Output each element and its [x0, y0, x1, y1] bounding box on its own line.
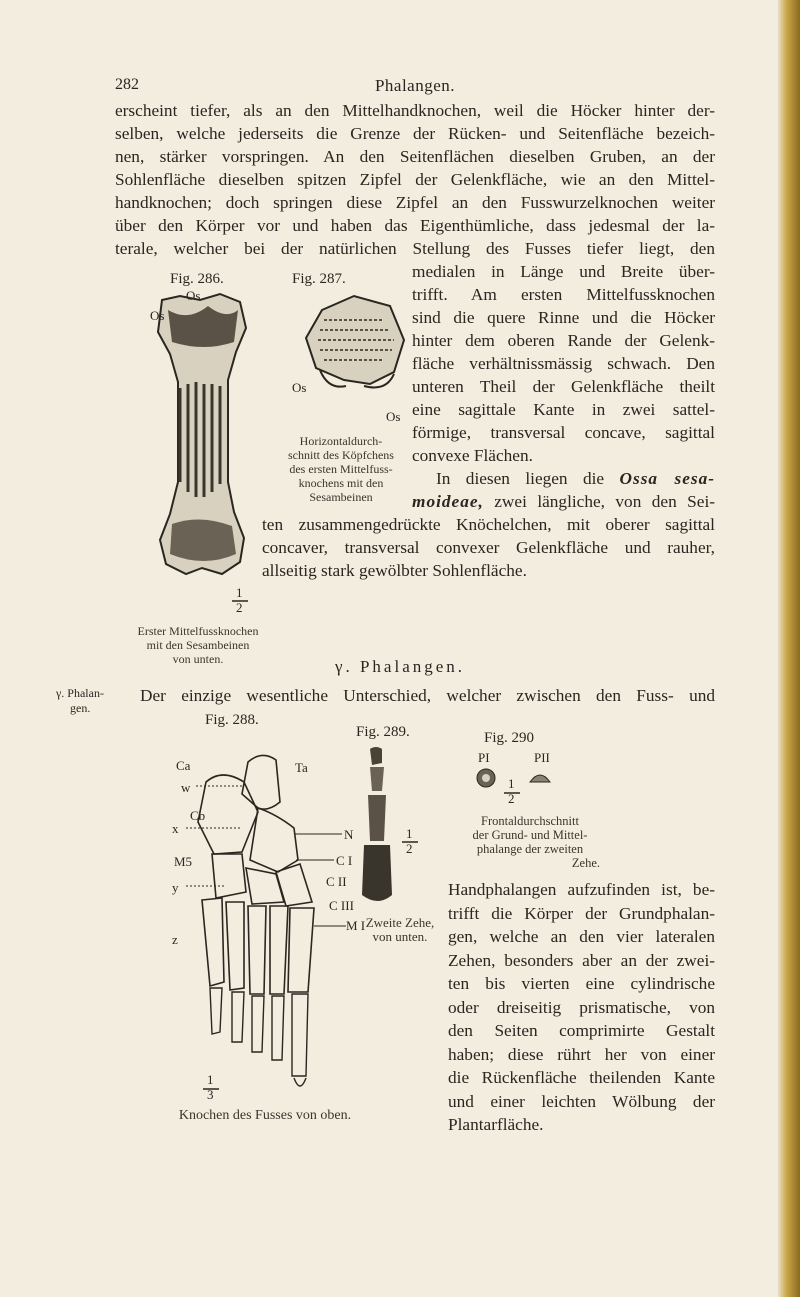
- text-fragment: zwei längliche, von den Sei-: [483, 492, 715, 511]
- fig288-label-m5: M5: [174, 854, 193, 869]
- caption-line: Zehe.: [571, 856, 600, 870]
- fig288-scale-bar: [203, 1088, 219, 1091]
- text-line: eine sagittale Kante in zwei sattel-: [412, 400, 715, 419]
- text-line: medialen in Länge und Breite über-: [412, 262, 715, 281]
- text-line: gen, welche an den vier lateralen: [448, 927, 715, 946]
- intro-paragraph: [115, 99, 715, 260]
- phalangen-first-line: [140, 684, 715, 707]
- fig288-caption: Knochen des Fusses von oben.: [178, 1108, 352, 1123]
- fig288-label-c2: C II: [326, 874, 347, 889]
- fig286-scale-den: 2: [236, 600, 243, 615]
- fig290-scale-num: 1: [508, 776, 515, 791]
- margin-note: [56, 686, 104, 716]
- page-number: 282: [115, 76, 139, 93]
- fig286-label-os-2: Os: [150, 308, 165, 323]
- text-line: förmige, transversal concave, sagittal: [412, 423, 715, 442]
- ossa-line-2: [412, 490, 715, 513]
- caption-line: von unten.: [372, 929, 428, 944]
- page-header: [115, 76, 715, 100]
- fig288-scale-num: 1: [207, 1072, 214, 1087]
- fig286-label-os-1: Os: [186, 288, 201, 303]
- caption-line: knochens mit den: [298, 476, 384, 490]
- text-line: Plantarfläche.: [448, 1115, 544, 1134]
- caption-line: Erster Mittelfussknochen: [137, 624, 259, 638]
- caption-line: mit den Sesambeinen: [146, 638, 250, 652]
- fig288-label-w: w: [181, 780, 191, 795]
- text-line: Sohlenfläche dieselben spitzen Zipfel der Gelenkfläche, wie an den Mittel-: [115, 170, 715, 189]
- fig287-label-os-1: Os: [292, 380, 307, 395]
- text-line: [436, 467, 715, 490]
- fig289-caption: [350, 916, 450, 944]
- running-title: Phalangen.: [374, 76, 456, 95]
- caption-line: phalange der zweiten: [476, 842, 584, 856]
- caption-line: schnitt des Köpfchens: [288, 448, 394, 462]
- section-heading: γ. Phalangen.: [334, 657, 466, 676]
- text-line: selben, welche jederseits die Grenze der Rücken- und Seitenfläche bezeich-: [115, 124, 715, 143]
- wrap-paragraph-3: [262, 513, 715, 582]
- ossa-line: [436, 467, 715, 490]
- margin-note-line: γ. Phalan-: [56, 686, 104, 700]
- term-ossa-sesamoideae: Ossa sesa-: [619, 469, 715, 488]
- text-line: ten bis vierten eine cylindrische: [448, 974, 715, 993]
- fig286-scale-bar: [232, 600, 248, 603]
- fig286-illustration: [148, 292, 258, 582]
- fig289-scale-num: 1: [406, 826, 413, 841]
- fig290-scale-den: 2: [508, 791, 515, 806]
- text-fragment: In diesen liegen die: [436, 469, 620, 488]
- text-line: die Rückenfläche theilenden Kante: [448, 1068, 715, 1087]
- fig290-label-p2: PII: [534, 750, 550, 765]
- text-line: haben; diese rührt her von einer: [448, 1044, 715, 1064]
- text-line: oder dreiseitig prismatische, von: [448, 997, 715, 1017]
- caption-line: Sesambeinen: [309, 490, 373, 504]
- fig288-scale-den: 3: [207, 1087, 214, 1102]
- fig287-label-os-2: Os: [386, 409, 401, 424]
- fig290-label-p1: PI: [478, 750, 490, 765]
- wrap-paragraph: [412, 260, 715, 467]
- text-line: hinter dem oberen Rande der Gelenk-: [412, 331, 715, 350]
- fig290-scale-bar: [504, 792, 520, 795]
- fig288-label: Fig. 288.: [205, 712, 259, 728]
- text-line: terale, welcher bei der natürlichen Stellung des Fusses tiefer liegt, den: [115, 239, 715, 258]
- caption-line: Frontaldurchschnitt: [481, 814, 579, 828]
- fig288-label-c3: C III: [329, 898, 354, 913]
- text-line: sind die quere Rinne und die Höcker: [412, 308, 715, 327]
- fig288-leader-lines: [186, 762, 356, 942]
- text-line: trifft. Am ersten Mittelfussknochen: [412, 285, 715, 304]
- text-line: unteren Theil der Gelenkfläche theilt: [412, 377, 715, 396]
- fig290-label: Fig. 290: [484, 730, 535, 746]
- fig289-scale-bar: [402, 841, 418, 844]
- text-line: erscheint tiefer, als an den Mittelhandknochen, weil die Höcker hinter der-: [115, 101, 715, 120]
- fig288-label-ta: Ta: [295, 760, 308, 775]
- text-line: Der einzige wesentliche Unterschied, welcher zwischen den Fuss- und: [140, 686, 715, 705]
- phalangen-paragraph: [448, 878, 715, 1137]
- fig286-label: Fig. 286.: [170, 271, 224, 287]
- caption-line: Horizontaldurch-: [299, 434, 383, 448]
- text-line: nen, stärker vorspringen. An den Seitenflächen dieselben Gruben, an der: [115, 147, 715, 166]
- text-line: concaver, transversal convexer Gelenkfläche und rauher,: [262, 538, 715, 557]
- fig288-label-m1: M I: [346, 918, 366, 933]
- fig287-label: Fig. 287.: [292, 271, 346, 287]
- fig289-label: Fig. 289.: [356, 724, 410, 740]
- caption-line: des ersten Mittelfuss-: [289, 462, 393, 476]
- margin-note-line: gen.: [70, 701, 91, 715]
- text-line: trifft die Körper der Grundphalan-: [448, 903, 715, 923]
- fig287-illustration: [294, 290, 409, 400]
- text-line: [412, 490, 715, 513]
- fig286-scale-num: 1: [236, 585, 243, 600]
- fig288-label-n: N: [344, 827, 354, 842]
- fig288-label-c1: C I: [336, 853, 353, 868]
- fig289-illustration: [358, 745, 398, 910]
- text-line: und einer leichten Wölbung der: [448, 1091, 715, 1111]
- text-line: convexe Flächen.: [412, 446, 533, 465]
- term-ossa-sesamoideae-2: moideae,: [412, 492, 484, 511]
- text-line: Handphalangen aufzufinden ist, be-: [448, 880, 715, 899]
- text-line: ten zusammengedrückte Knöchelchen, mit oberer sagittal: [262, 515, 715, 534]
- text-line: Zehen, besonders aber an der zwei-: [448, 950, 715, 970]
- text-line: allseitig stark gewölbter Sohlenfläche.: [262, 561, 527, 580]
- fig287-caption: [268, 434, 414, 504]
- fig288-label-cb: Cb: [190, 808, 206, 823]
- fig289-scale-den: 2: [406, 841, 413, 856]
- caption-line: von unten.: [172, 652, 224, 666]
- fig288-label-z: z: [172, 932, 178, 947]
- page-edge-gilt: [778, 0, 800, 1297]
- fig288-label-ca: Ca: [176, 758, 191, 773]
- text-line: den Seiten comprimirte Gestalt: [448, 1021, 715, 1040]
- caption-line: Zweite Zehe,: [365, 915, 435, 930]
- caption-line: der Grund- und Mittel-: [472, 828, 588, 842]
- text-line: fläche verhältnissmässig schwach. Den: [412, 354, 715, 373]
- fig288-label-y: y: [172, 880, 179, 895]
- fig288-label-x: x: [172, 821, 179, 836]
- fig290-caption: [450, 814, 610, 870]
- text-line: handknochen; doch springen diese Zipfel an den Fusswurzelknochen weiter: [115, 193, 715, 212]
- text-line: über den Körper vor und haben das Eigenthümliche, dass jedesmal der la-: [115, 216, 715, 235]
